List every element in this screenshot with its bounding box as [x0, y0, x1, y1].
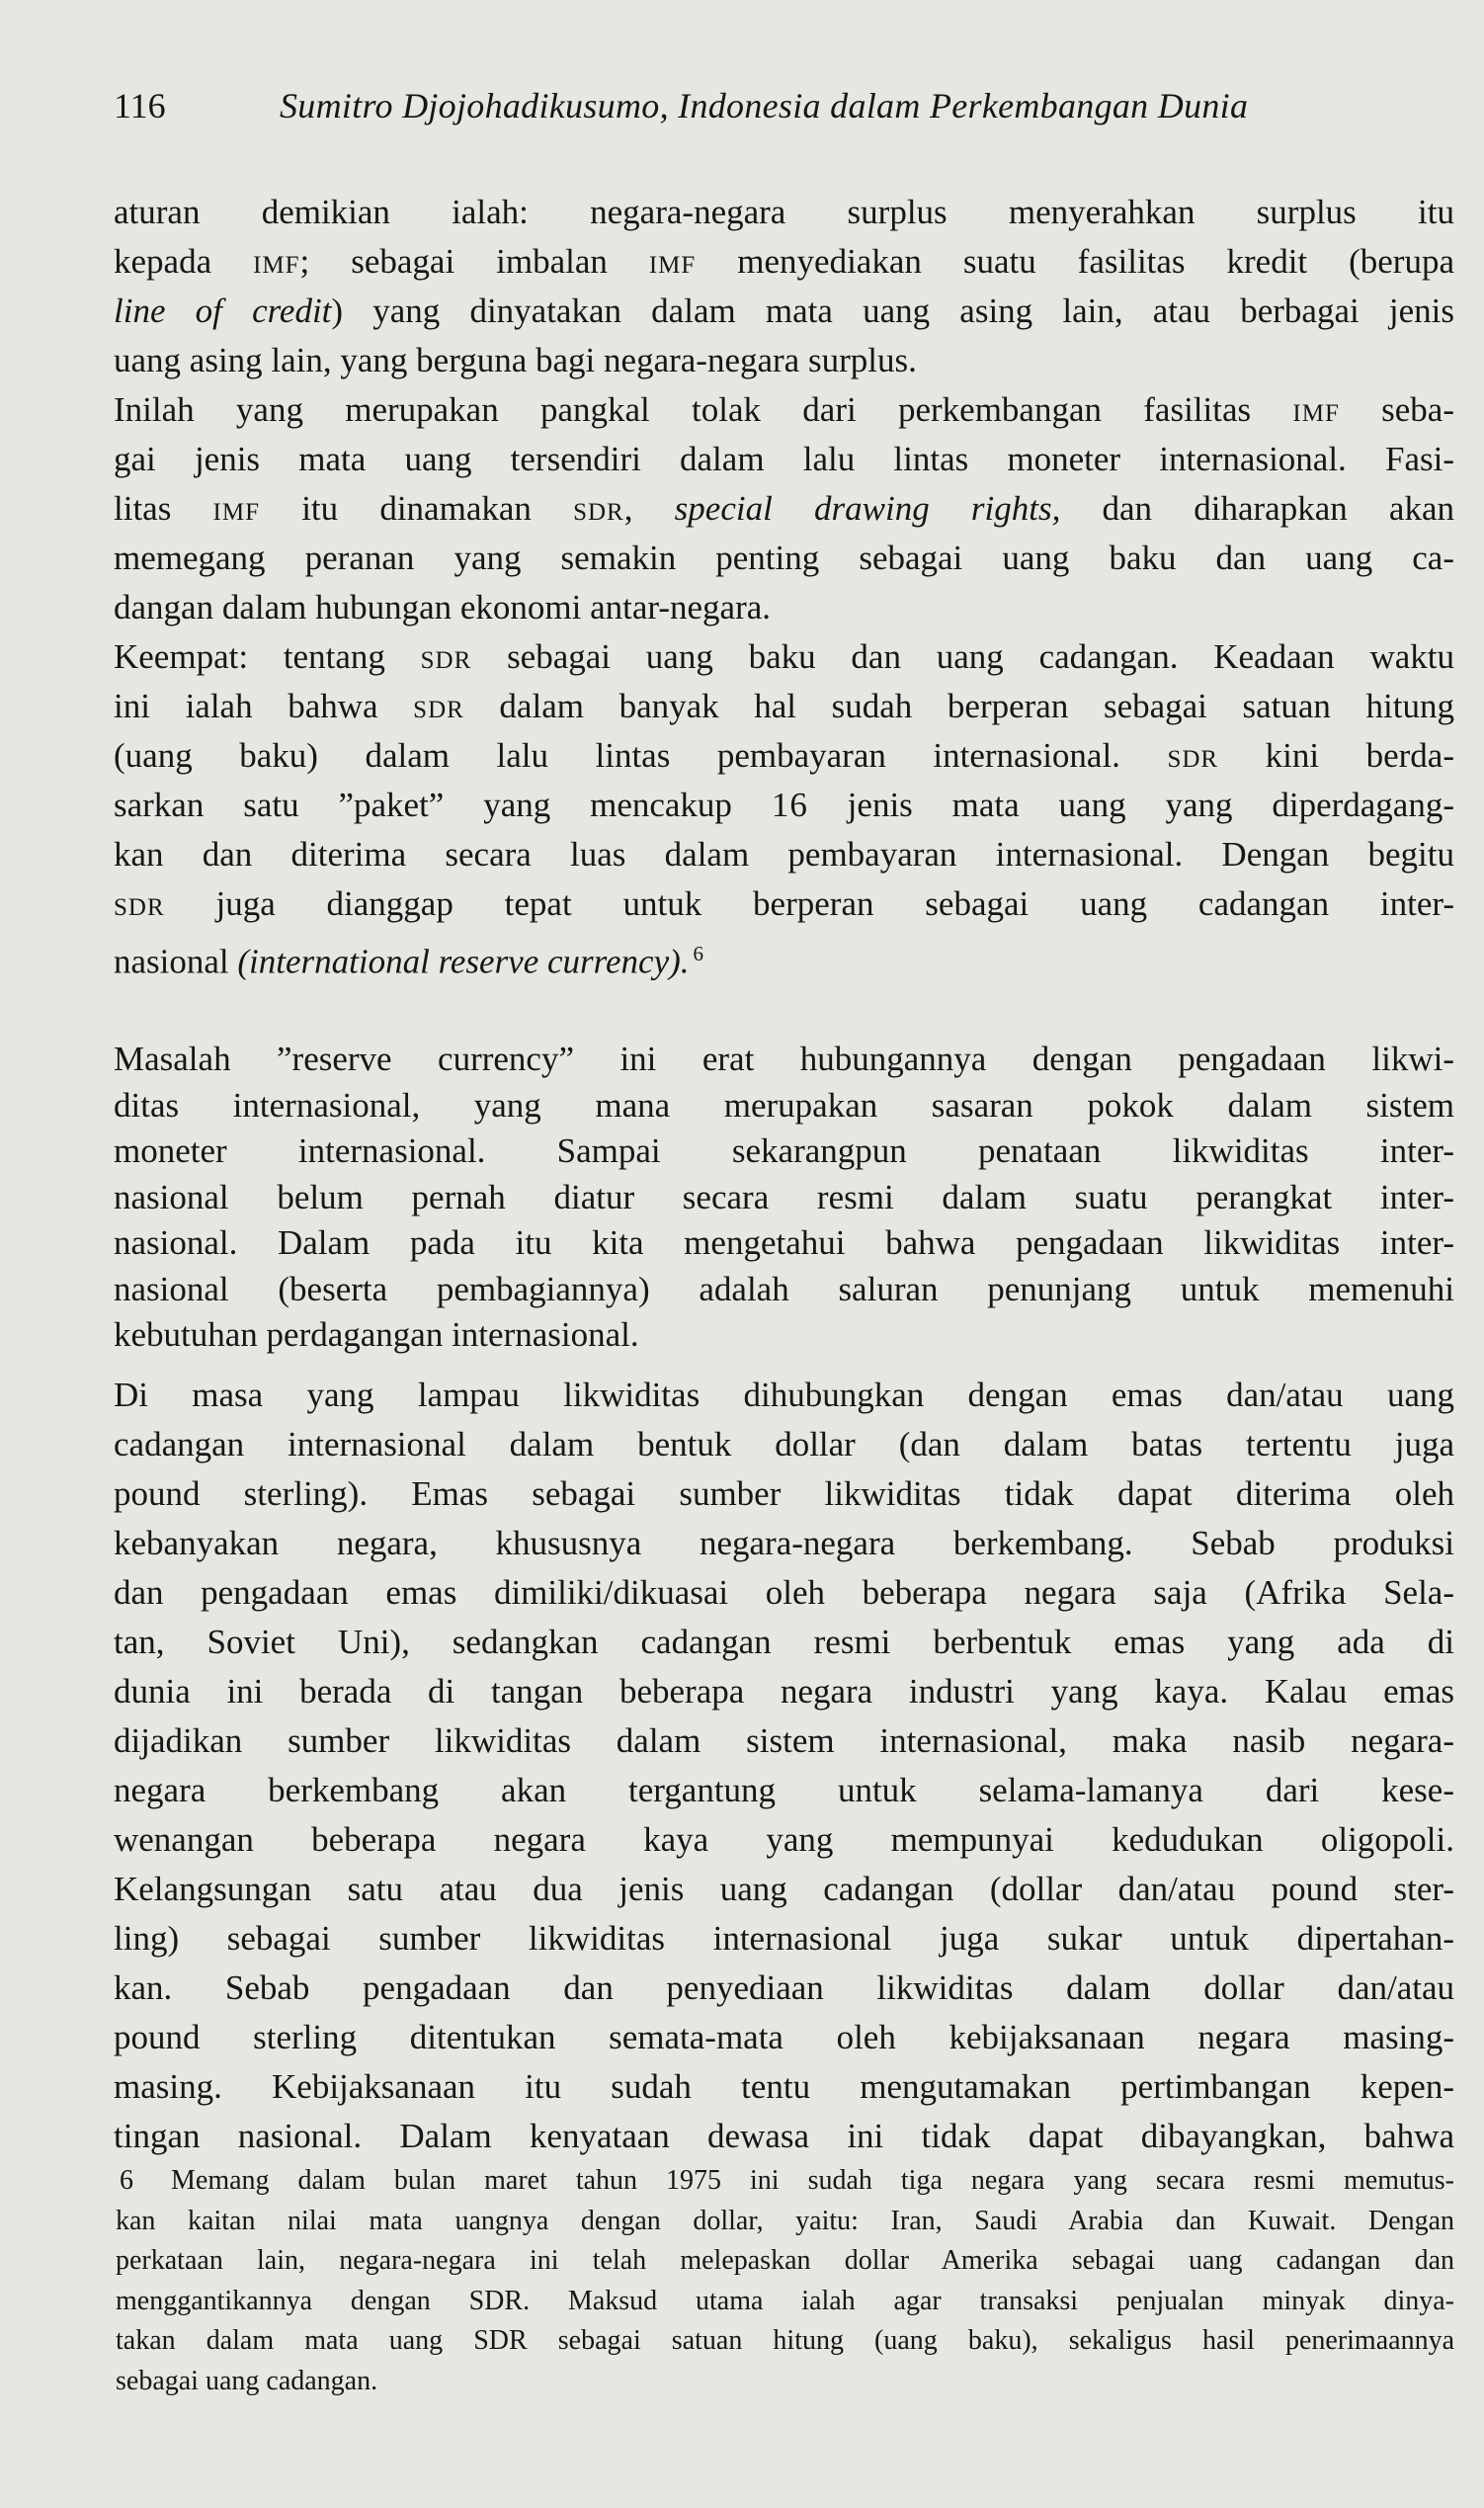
text-run: kan. Sebab pengadaan dan penyediaan likwiditas dalam dollar dan/atau: [114, 1968, 1454, 2007]
text-run: nasional. Dalam pada itu kita mengetahui bahwa pengadaan likwiditas inter-: [114, 1223, 1454, 1262]
text-line: [114, 1618, 1454, 1667]
text-run: kebutuhan perdagangan internasional.: [114, 1315, 639, 1354]
small-caps-term: sdr: [413, 687, 464, 725]
text-line: [114, 1371, 1454, 1420]
text-run: ling) sebagai sumber likwiditas internasional juga sukar untuk dipertahan-: [114, 1919, 1454, 1958]
text-line: [114, 484, 1454, 534]
text-run: ditas internasional, yang mana merupakan sasaran pokok dalam sistem: [114, 1085, 1454, 1125]
text-line: [114, 188, 1454, 237]
text-run: cadangan internasional dalam bentuk dollar (dan dalam batas tertentu juga: [114, 1425, 1454, 1463]
text-run: Keempat: tentang: [114, 637, 421, 676]
text-line: [114, 1175, 1454, 1221]
text-run: memegang peranan yang semakin penting sebagai uang baku dan uang ca-: [114, 539, 1454, 577]
text-run: juga dianggap tepat untuk berperan sebagai uang cadangan inter-: [164, 884, 1454, 923]
text-line: [114, 830, 1454, 879]
footnote-text: Memang dalam bulan maret tahun 1975 ini sudah tiga negara yang secara resmi memutus-: [171, 2165, 1454, 2196]
page-number: 116: [114, 86, 166, 125]
text-line: [114, 583, 1454, 632]
text-line: [114, 2013, 1454, 2062]
text-run: Inilah yang merupakan pangkal tolak dari perkembangan fasilitas: [114, 390, 1293, 429]
text-line: [114, 336, 1454, 385]
text-run: kan dan diterima secara luas dalam pembayaran internasional. Dengan begitu: [114, 835, 1454, 874]
text-run: Masalah ”reserve currency” ini erat hubungannya dengan pengadaan likwi-: [114, 1040, 1454, 1078]
text-line: [114, 2112, 1454, 2161]
text-run: masing. Kebijaksanaan itu sudah tentu mengutamakan pertimbangan kepen-: [114, 2067, 1454, 2106]
body-text-block-1: [114, 188, 1454, 981]
italic-term: line of credit: [114, 292, 332, 330]
text-line: [114, 1766, 1454, 1815]
text-run: dan diharapkan akan: [1060, 489, 1454, 528]
text-run: dijadikan sumber likwiditas dalam sistem internasional, maka nasib negara-: [114, 1721, 1454, 1760]
footnote-number: 6: [120, 2165, 133, 2196]
text-run: sebagai uang baku dan uang cadangan. Keadaan waktu: [471, 637, 1454, 676]
text-line: [114, 1964, 1454, 2013]
text-line: [114, 1716, 1454, 1766]
text-run: ) yang dinyatakan dalam mata uang asing lain, atau berbagai jenis: [331, 292, 1454, 330]
text-line: [114, 929, 1454, 981]
footnote-line: menggantikannya dengan SDR. Maksud utama ialah agar transaksi penjualan minyak dinya-: [116, 2285, 1454, 2316]
text-line: [114, 1815, 1454, 1865]
text-run: pound sterling ditentukan semata-mata oleh kebijaksanaan negara masing-: [114, 2018, 1454, 2056]
text-run: tan, Soviet Uni), sedangkan cadangan resmi berbentuk emas yang ada di: [114, 1623, 1454, 1661]
body-text-block-3: [114, 1371, 1454, 2161]
text-line: [114, 1129, 1454, 1175]
footnote: [116, 2161, 1454, 2401]
text-run: dalam banyak hal sudah berperan sebagai satuan hitung: [463, 687, 1454, 725]
text-line: [114, 1568, 1454, 1618]
text-line: [114, 435, 1454, 484]
text-run: dan pengadaan emas dimiliki/dikuasai oleh beberapa negara saja (Afrika Sela-: [114, 1573, 1454, 1612]
text-line: [114, 1519, 1454, 1568]
text-line: [114, 237, 1454, 287]
text-run: Kelangsungan satu atau dua jenis uang cadangan (dollar dan/atau pound ster-: [114, 1870, 1454, 1908]
text-run: aturan demikian ialah: negara-negara surplus menyerahkan surplus itu: [114, 193, 1454, 231]
text-run: nasional: [114, 942, 238, 981]
text-run: nasional belum pernah diatur secara resmi dalam suatu perangkat inter-: [114, 1177, 1454, 1216]
text-run: pound sterling). Emas sebagai sumber likwiditas tidak dapat diterima oleh: [114, 1474, 1454, 1513]
text-line: [114, 2062, 1454, 2112]
italic-term: (international reserve currency).: [237, 942, 690, 981]
text-run: Di masa yang lampau likwiditas dihubungkan dengan emas dan/atau uang: [114, 1376, 1454, 1414]
text-line: [114, 632, 1454, 682]
text-line: [114, 1469, 1454, 1519]
text-run: kepada: [114, 242, 254, 281]
text-run: seba-: [1339, 390, 1454, 429]
text-line: [114, 682, 1454, 731]
text-run: negara berkembang akan tergantung untuk selama-lamanya dari kese-: [114, 1771, 1454, 1809]
italic-term: special drawing rights,: [674, 489, 1061, 528]
small-caps-term: imf: [1292, 390, 1340, 429]
text-run: gai jenis mata uang tersendiri dalam lalu lintas moneter internasional. Fasi-: [114, 440, 1454, 478]
small-caps-term: sdr: [420, 637, 472, 676]
text-line: [114, 1914, 1454, 1964]
text-run: uang asing lain, yang berguna bagi negara-negara surplus.: [114, 341, 917, 379]
small-caps-term: sdr: [114, 884, 165, 923]
text-run: menyediakan suatu fasilitas kredit (berupa: [696, 242, 1454, 281]
text-run: kini berda-: [1218, 736, 1454, 775]
small-caps-term: imf: [648, 242, 697, 281]
footnote-line: kan kaitan nilai mata uangnya dengan dollar, yaitu: Iran, Saudi Arabia dan Kuwait. Dengan: [116, 2205, 1454, 2236]
small-caps-term: sdr: [573, 489, 624, 528]
text-run: ; sebagai imbalan: [299, 242, 649, 281]
footnote-reference: 6: [693, 942, 704, 965]
text-run: ini ialah bahwa: [114, 687, 414, 725]
text-line: [114, 1312, 1454, 1359]
text-line: [114, 1037, 1454, 1083]
text-run: tingan nasional. Dalam kenyataan dewasa ini tidak dapat dibayangkan, bahwa: [114, 2117, 1454, 2155]
text-run: dunia ini berada di tangan beberapa negara industri yang kaya. Kalau emas: [114, 1672, 1454, 1711]
footnote-line: takan dalam mata uang SDR sebagai satuan hitung (uang baku), sekaligus hasil penerimaannya: [116, 2325, 1454, 2356]
small-caps-term: imf: [212, 489, 260, 528]
text-line: [114, 1667, 1454, 1716]
text-line: [114, 385, 1454, 435]
footnote-line: perkataan lain, negara-negara ini telah melepaskan dollar Amerika sebagai uang cadangan dan: [116, 2245, 1454, 2276]
text-run: sarkan satu ”paket” yang mencakup: [114, 786, 772, 824]
text-run: (uang baku) dalam lalu lintas pembayaran internasional.: [114, 736, 1168, 775]
text-run: dangan dalam hubungan ekonomi antar-negara.: [114, 588, 772, 627]
text-line: [114, 1220, 1454, 1267]
text-run: wenangan beberapa negara kaya yang mempunyai kedudukan oligopoli.: [114, 1820, 1454, 1859]
footnote-line: [116, 2161, 1454, 2202]
small-caps-term: 16: [771, 786, 808, 824]
text-line: [114, 879, 1454, 929]
running-title: Sumitro Djojohadikusumo, Indonesia dalam Perkembangan Dunia: [280, 86, 1249, 125]
text-run: itu dinamakan: [260, 489, 574, 528]
text-line: [114, 781, 1454, 830]
small-caps-term: sdr: [1167, 736, 1219, 775]
small-caps-term: imf: [253, 242, 300, 281]
text-line: [114, 1420, 1454, 1469]
text-line: [114, 1267, 1454, 1313]
text-line: [114, 534, 1454, 583]
text-line: [114, 1865, 1454, 1914]
text-run: jenis mata uang yang diperdagang-: [807, 786, 1454, 824]
footnote-line: sebagai uang cadangan.: [116, 2365, 378, 2396]
text-line: [114, 287, 1454, 336]
text-line: [114, 731, 1454, 781]
text-run: ,: [623, 489, 675, 528]
text-run: nasional (beserta pembagiannya) adalah saluran penunjang untuk memenuhi: [114, 1269, 1454, 1308]
text-line: [114, 1083, 1454, 1129]
text-run: litas: [114, 489, 213, 528]
body-text-block-2: [114, 1037, 1454, 1359]
text-run: kebanyakan negara, khususnya negara-negara berkembang. Sebab produksi: [114, 1524, 1454, 1562]
text-run: moneter internasional. Sampai sekarangpun penataan likwiditas inter-: [114, 1131, 1454, 1170]
